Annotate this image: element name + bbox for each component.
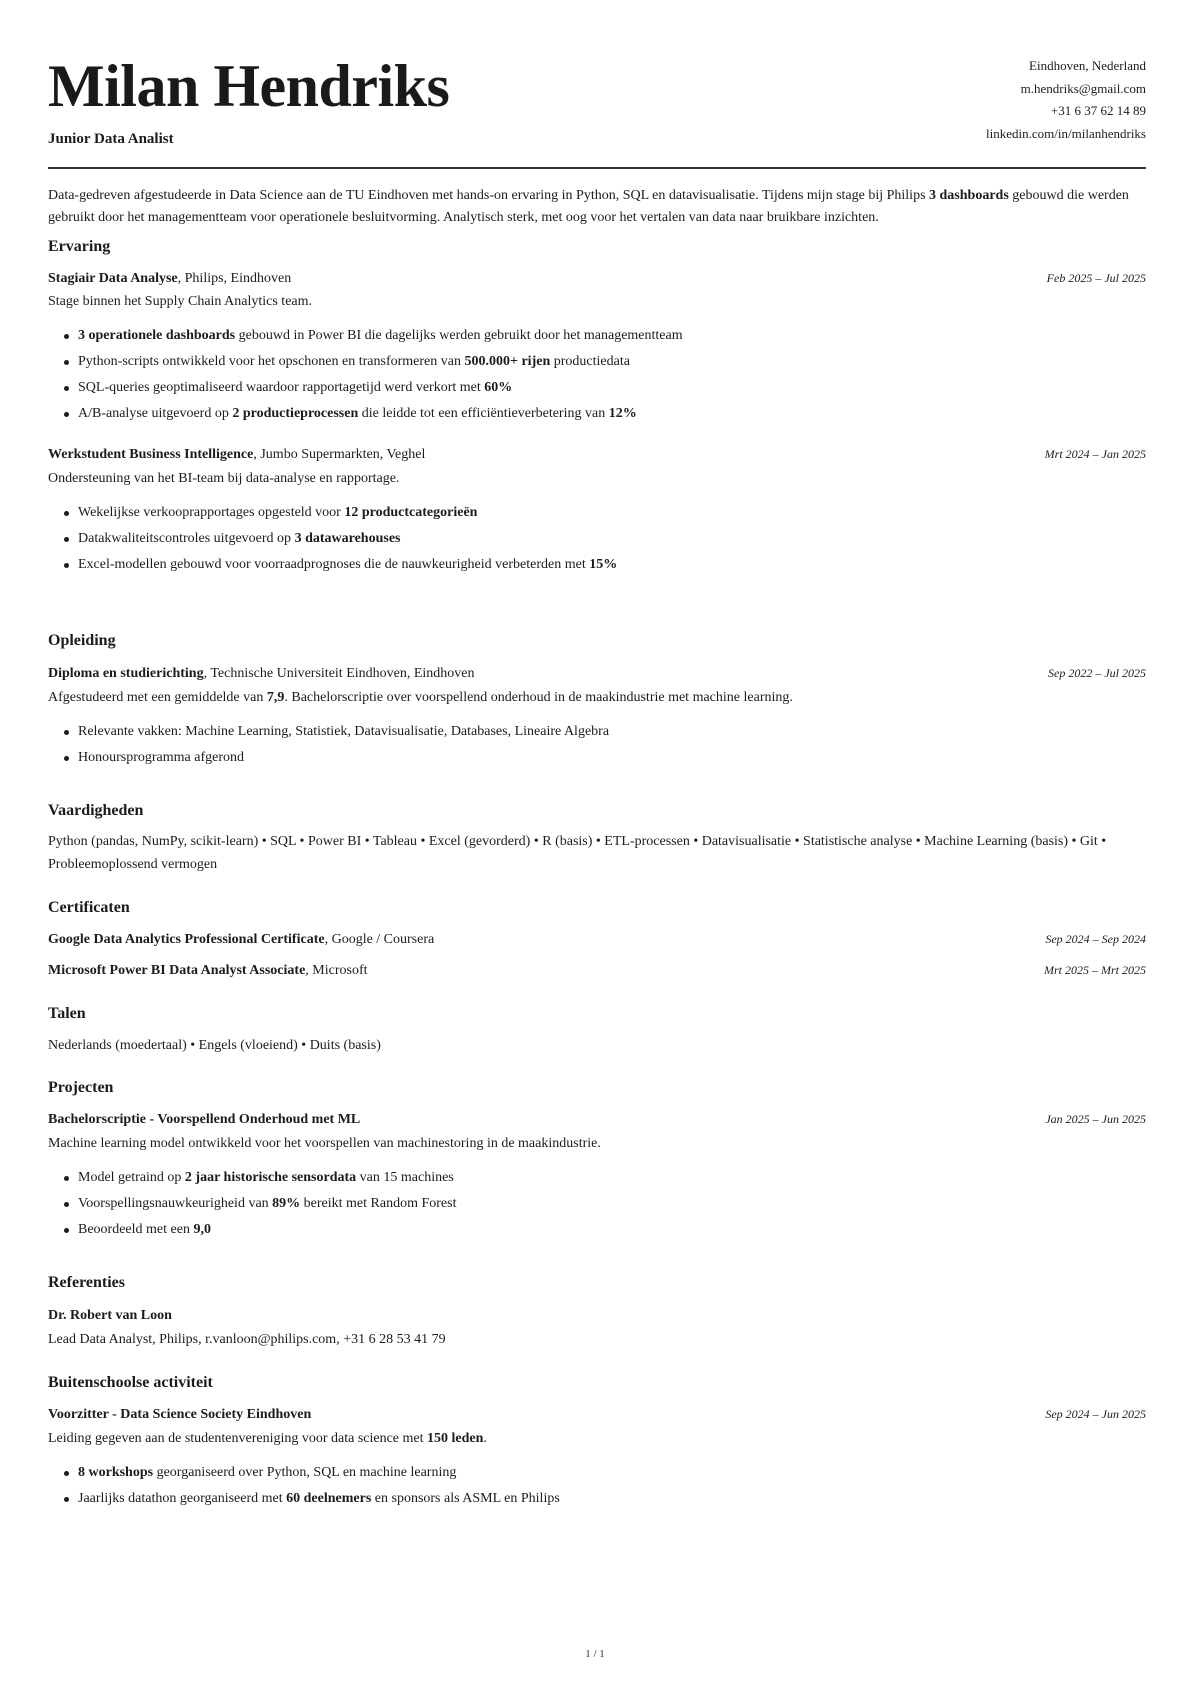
role: Werkstudent Business Intelligence [48, 447, 254, 462]
education-entry-heading [48, 664, 475, 684]
list-item: A/B-analyse uitgevoerd op 2 productieprocessen die leidde tot een efficiëntieverbetering van 12% [78, 401, 683, 427]
page-number: 1 / 1 [585, 1648, 605, 1660]
project-date: Jan 2025 – Jun 2025 [1045, 1112, 1146, 1126]
organization: , Philips, Eindhoven [177, 271, 292, 286]
experience-entry-heading [48, 269, 291, 289]
list-item: 3 operationele dashboards gebouwd in Power BI die dagelijks werden gebruikt door het managementteam [78, 323, 683, 349]
contact-linkedin[interactable]: linkedin.com/in/milanhendriks [986, 125, 1146, 141]
section-title-projects: Projecten [48, 1079, 114, 1096]
list-item: Python-scripts ontwikkeld voor het opschonen en transformeren van 500.000+ rijen productiedata [78, 349, 683, 375]
certificate-date: Mrt 2025 – Mrt 2025 [1044, 963, 1146, 977]
profile-summary [48, 185, 1146, 229]
project-entry-heading: Bachelorscriptie - Voorspellend Onderhoud met ML [48, 1112, 361, 1127]
contact-block [986, 55, 1146, 145]
certificate-entry: Google Data Analytics Professional Certificate, Google / Coursera [48, 932, 435, 947]
summary-text-end: gebouwd die werden gebruikt door het managementteam voor operationele besluitvorming. Analytisch sterk, met oog voor het vertalen van data naar bruikbare inzichten. [48, 188, 1129, 225]
summary-text: Data-gedreven afgestudeerde in Data Science aan de TU Eindhoven met hands-on ervaring in Python, SQL en datavisualisatie. Tijdens mijn stage bij Philips [48, 188, 930, 203]
education-bullets [48, 719, 609, 771]
list-item: Datakwaliteitscontroles uitgevoerd op 3 datawarehouses [78, 526, 617, 552]
section-title-education: Opleiding [48, 632, 116, 649]
extracurricular-description: Leiding gegeven aan de studentenvereniging voor data science met 150 leden. [48, 1431, 487, 1446]
experience-description: Stage binnen het Supply Chain Analytics team. [48, 294, 313, 309]
section-title-experience: Ervaring [48, 238, 111, 255]
languages-list: Nederlands (moedertaal) • Engels (vloeiend) • Duits (basis) [48, 1038, 381, 1053]
extracurricular-entry-heading: Voorzitter - Data Science Society Eindhoven [48, 1407, 312, 1422]
list-item: Voorspellingsnauwkeurigheid van 89% bereikt met Random Forest [78, 1191, 456, 1217]
section-title-languages: Talen [48, 1005, 86, 1022]
list-item: Model getraind op 2 jaar historische sensordata van 15 machines [78, 1165, 456, 1191]
education-date: Sep 2022 – Jul 2025 [1048, 666, 1146, 680]
experience-date: Feb 2025 – Jul 2025 [1046, 271, 1146, 285]
job-title: Junior Data Analist [48, 131, 174, 147]
list-item: Relevante vakken: Machine Learning, Statistiek, Datavisualisatie, Databases, Lineaire Algebra [78, 719, 609, 745]
section-title-certificates: Certificaten [48, 899, 130, 916]
list-item: Beoordeeld met een 9,0 [78, 1217, 456, 1243]
role: Stagiair Data Analyse [48, 271, 178, 286]
section-title-skills: Vaardigheden [48, 802, 144, 819]
certificate-entry: Microsoft Power BI Data Analyst Associate, Microsoft [48, 963, 368, 978]
experience-bullets [48, 500, 617, 578]
section-title-references: Referenties [48, 1274, 125, 1291]
reference-name: Dr. Robert van Loon [48, 1308, 172, 1323]
list-item: Excel-modellen gebouwd voor voorraadprognoses die de nauwkeurigheid verbeterden met 15% [78, 552, 617, 578]
extracurricular-date: Sep 2024 – Jun 2025 [1045, 1407, 1146, 1421]
experience-date: Mrt 2024 – Jan 2025 [1044, 447, 1146, 461]
reference-details: Lead Data Analyst, Philips, r.vanloon@philips.com, +31 6 28 53 41 79 [48, 1332, 446, 1347]
certificate-date: Sep 2024 – Sep 2024 [1045, 932, 1146, 946]
header-divider [48, 167, 1146, 169]
organization: , Jumbo Supermarkten, Veghel [253, 447, 426, 462]
list-item: SQL-queries geoptimaliseerd waardoor rapportagetijd werd verkort met 60% [78, 375, 683, 401]
project-bullets [48, 1165, 456, 1243]
contact-phone: +31 6 37 62 14 89 [1050, 103, 1146, 118]
summary-highlight: 3 dashboards [929, 188, 1009, 203]
list-item: Wekelijkse verkooprapportages opgesteld voor 12 productcategorieën [78, 500, 617, 526]
list-item: Honoursprogramma afgerond [78, 745, 609, 771]
list-item: Jaarlijks datathon georganiseerd met 60 deelnemers en sponsors als ASML en Philips [78, 1486, 560, 1512]
project-description: Machine learning model ontwikkeld voor het voorspellen van machinestoring in de maakindustrie. [48, 1136, 601, 1151]
section-title-extracurricular: Buitenschoolse activiteit [48, 1374, 213, 1391]
list-item: 8 workshops georganiseerd over Python, SQL en machine learning [78, 1460, 560, 1486]
degree: Diploma en studierichting [48, 666, 204, 681]
experience-bullets [48, 323, 683, 427]
extracurricular-bullets [48, 1460, 560, 1512]
skills-list: Python (pandas, NumPy, scikit-learn) • SQL • Power BI • Tableau • Excel (gevorderd) • R (basis) • ETL-processen • Datavisualisatie • Statistische analyse • Machine Learning (basis) • Git • Probleemoplossend vermogen [48, 834, 1107, 872]
contact-email[interactable]: m.hendriks@gmail.com [1020, 80, 1146, 96]
experience-entry-heading [48, 445, 425, 465]
institution: , Technische Universiteit Eindhoven, Eindhoven [203, 666, 475, 681]
education-description: Afgestudeerd met een gemiddelde van 7,9. Bachelorscriptie over voorspellend onderhoud in de maakindustrie met machine learning. [48, 690, 793, 705]
candidate-name: Milan Hendriks [48, 53, 450, 119]
experience-description: Ondersteuning van het BI-team bij data-analyse en rapportage. [48, 471, 400, 486]
contact-location: Eindhoven, Nederland [1029, 58, 1146, 73]
